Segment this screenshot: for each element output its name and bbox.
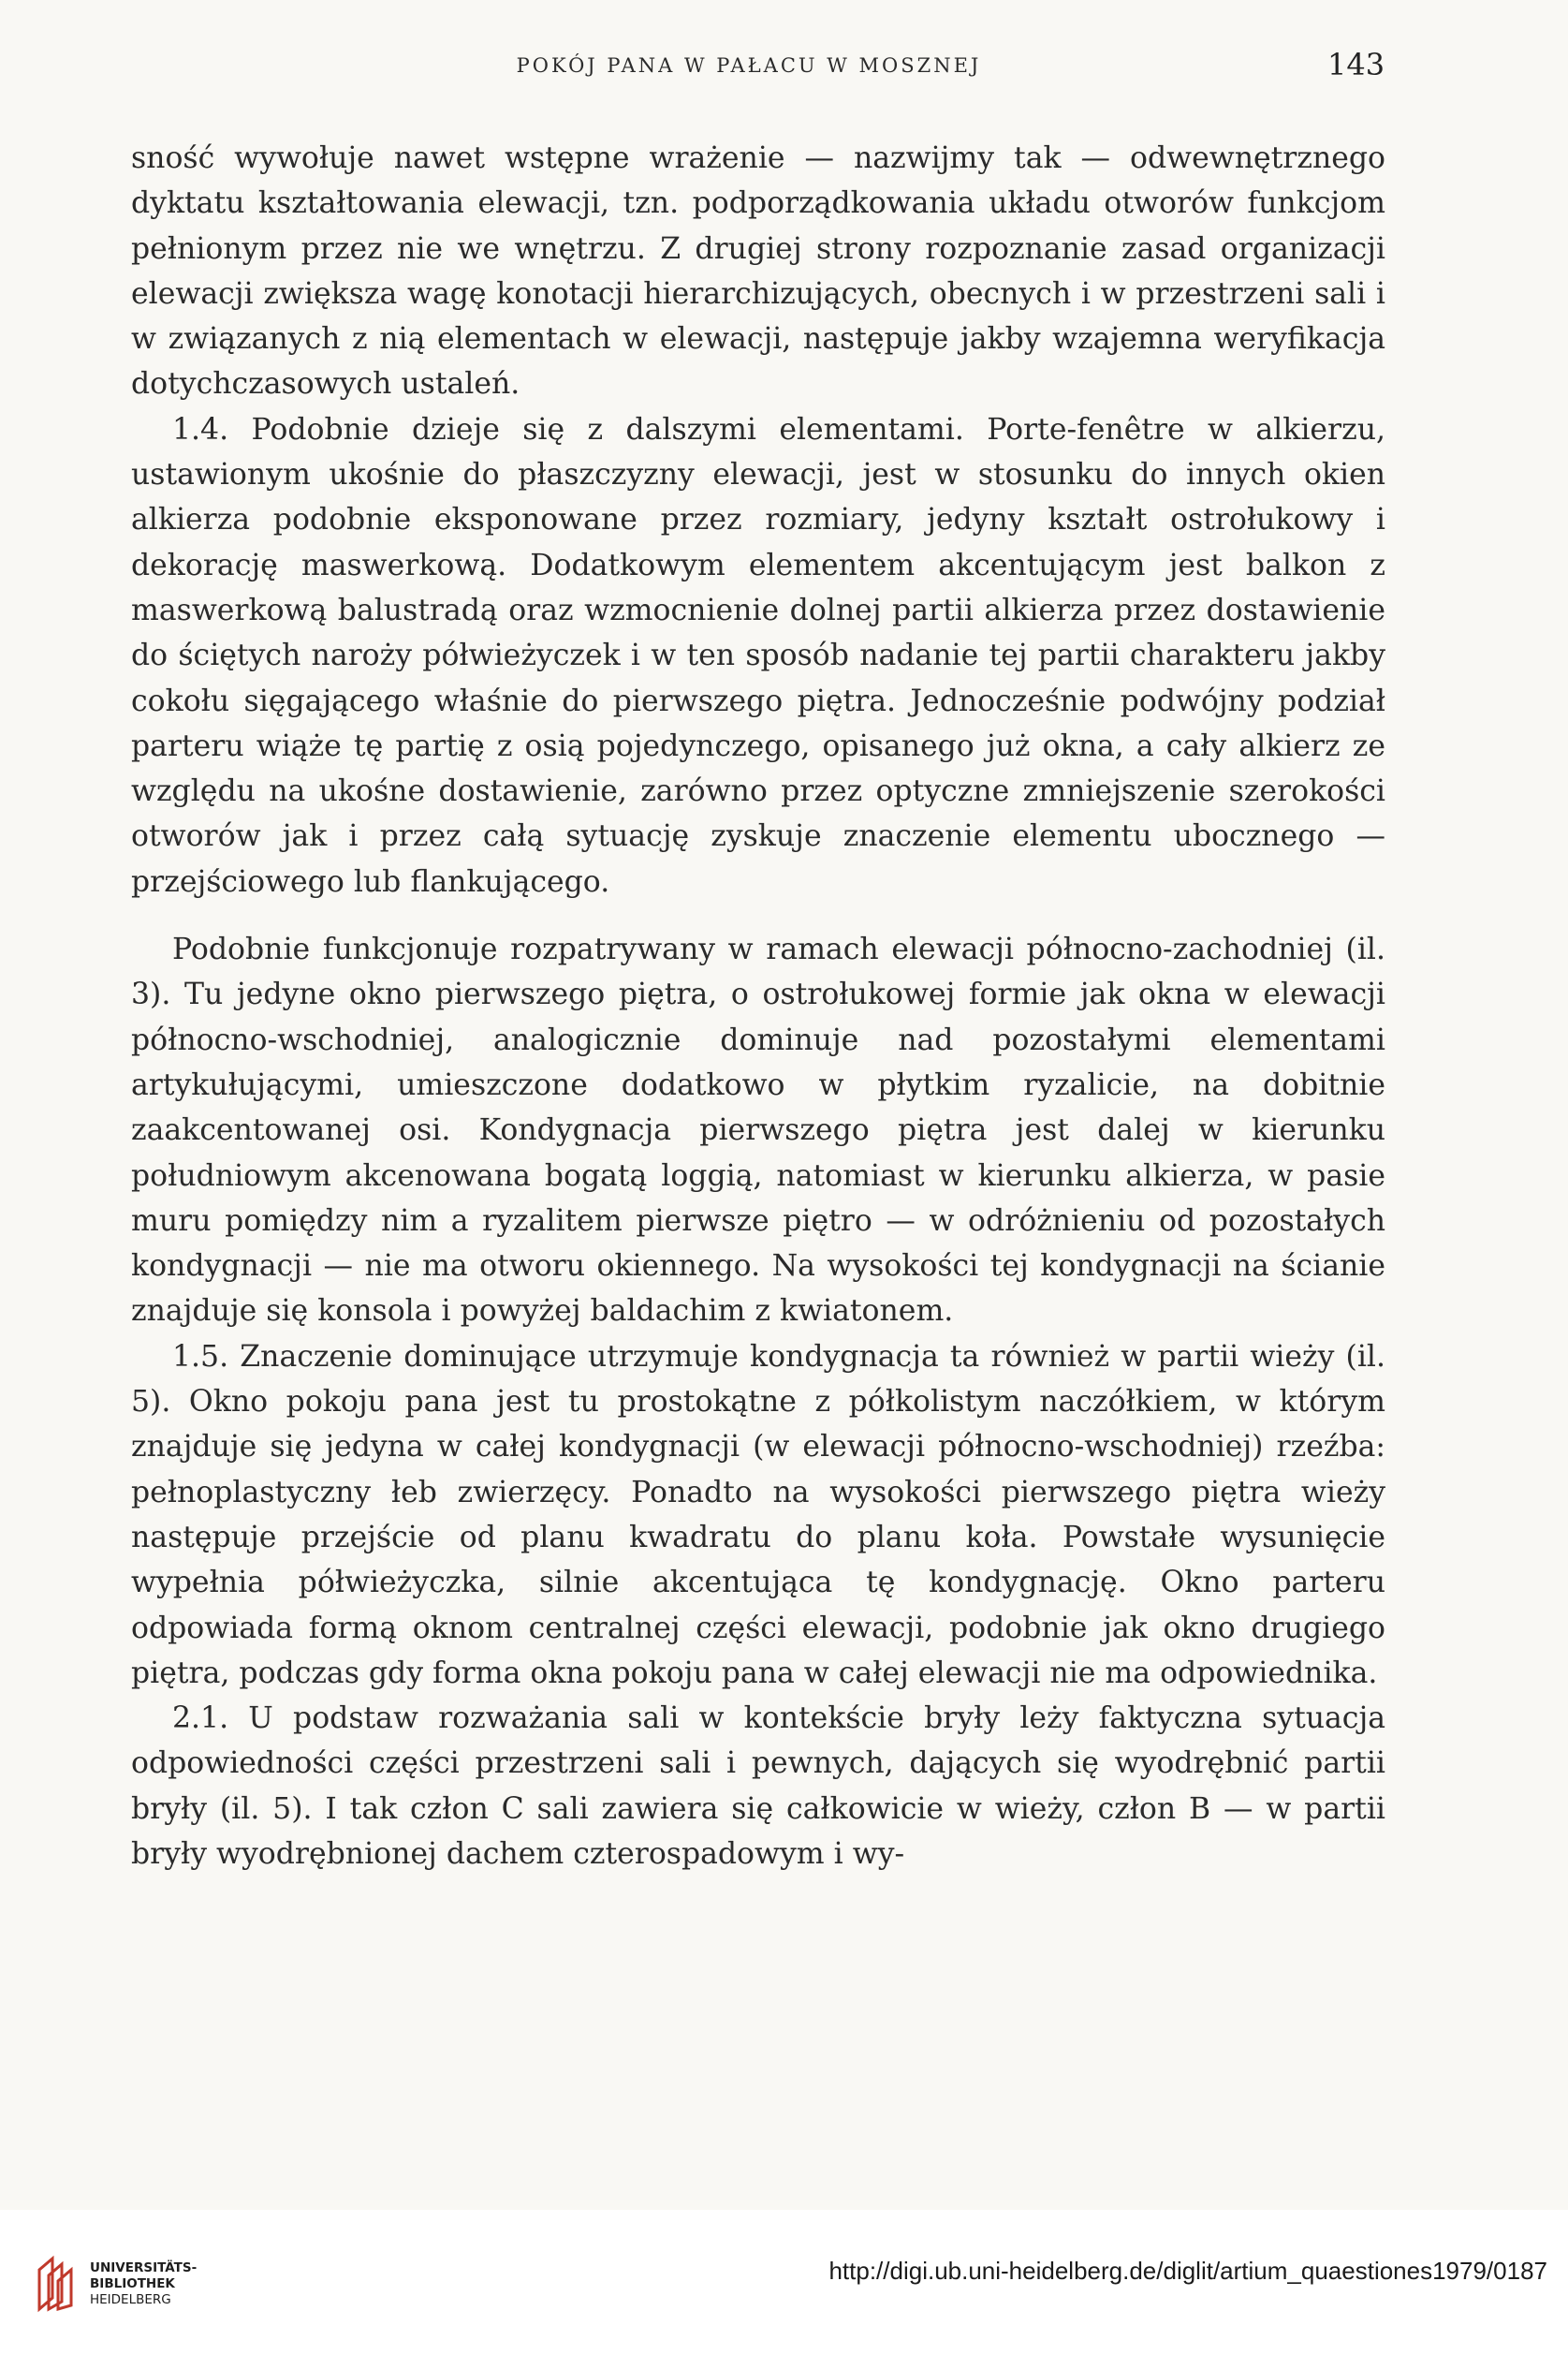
source-url[interactable]: http://digi.ub.uni-heidelberg.de/diglit/artium_quaestiones1979/0187 <box>828 2257 1547 2285</box>
library-name-line-3: HEIDELBERG <box>90 2292 171 2307</box>
library-name-line-1: UNIVERSITÄTS- <box>90 2260 198 2275</box>
library-name <box>90 2260 197 2308</box>
footer-bar <box>0 2210 1568 2355</box>
paragraph-4: 1.5. Znaczenie dominujące utrzymuje kondygnacja ta również w partii wieży (il. 5). Okno pokoju pana jest tu prostokątne z półkolistym naczółkiem, w którym znajduje się jedyna w całej kondygnacji (w elewacji północno-wschodniej) rzeźba: pełnoplastyczny łeb zwierzęcy. Ponadto na wysokości pierwszego piętra wieży następuje przejście od planu kwadratu do planu koła. Powstałe wysunięcie wypełnia półwieżyczka, silnie akcentująca tę kondygnację. Okno parteru odpowiada formą oknom centralnej części elewacji, podobnie jak okno drugiego piętra, podczas gdy forma okna pokoju pana w całej elewacji nie ma odpowiednika. <box>131 1339 1385 1690</box>
ub-heidelberg-logo-icon <box>36 2255 77 2313</box>
page-number: 143 <box>1327 47 1385 82</box>
body-text <box>131 136 1385 1877</box>
paragraph-1: sność wywołuje nawet wstępne wrażenie — nazwijmy tak — odwewnętrznego dyktatu kształtowania elewacji, tzn. podporządkowania układu otworów funkcjom pełnionym przez nie we wnętrzu. Z drugiej strony rozpoznanie zasad organizacji elewacji zwiększa wagę konotacji hierarchizujących, obecnych i w przestrzeni sali i w związanych z nią elementach w elewacji, następuje jakby wzajemna weryfikacja dotychczasowych ustaleń. <box>131 141 1385 402</box>
paragraph-5: 2.1. U podstaw rozważania sali w kontekście bryły leży faktyczna sytuacja odpowiedności części przestrzeni sali i pewnych, dających się wyodrębnić partii bryły (il. 5). I tak człon C sali zawiera się całkowicie w wieży, człon B — w partii bryły wyodrębnionej dachem czterospadowym i wy- <box>131 1701 1385 1871</box>
paragraph-3: Podobnie funkcjonuje rozpatrywany w ramach elewacji północno-zachodniej (il. 3). Tu jedyne okno pierwszego piętra, o ostrołukowej formie jak okna w elewacji północno-wschodniej, analogicznie dominuje nad pozostałymi elementami artykułującymi, umieszczone dodatkowo w płytkim ryzalicie, na dobitnie zaakcentowanej osi. Kondygnacja pierwszego piętra jest dalej w kierunku południowym akcenowana bogatą loggią, natomiast w kierunku alkierza, w pasie muru pomiędzy nim a ryzalitem pierwsze piętro — w odróżnieniu od pozostałych kondygnacji — nie ma otworu okiennego. Na wysokości tej kondygnacji na ścianie znajduje się konsola i powyżej baldachim z kwiatonem. <box>131 933 1385 1329</box>
paragraph-2: 1.4. Podobnie dzieje się z dalszymi elementami. Porte-fenêtre w alkierzu, ustawionym ukośnie do płaszczyzny elewacji, jest w stosunku do innych okien alkierza podobnie eksponowane przez rozmiary, jedyny kształt ostrołukowy i dekorację maswerkową. Dodatkowym elementem akcentującym jest balkon z maswerkową balustradą oraz wzmocnienie dolnej partii alkierza przez dostawienie do ściętych naroży półwieżyczek i w ten sposób nadanie tej partii charakteru jakby cokołu sięgającego właśnie do pierwszego piętra. Jednocześnie podwójny podział parteru wiąże tę partię z osią pojedynczego, opisanego już okna, a cały alkierz ze względu na ukośne dostawienie, zarówno przez optyczne zmniejszenie szerokości otworów jak i przez całą sytuację zyskuje znaczenie elementu ubocznego — przejściowego lub flankującego. <box>131 412 1385 899</box>
library-name-line-2: BIBLIOTHEK <box>90 2276 175 2291</box>
running-title: POKÓJ PANA W PAŁACU W MOSZNEJ <box>516 54 982 77</box>
